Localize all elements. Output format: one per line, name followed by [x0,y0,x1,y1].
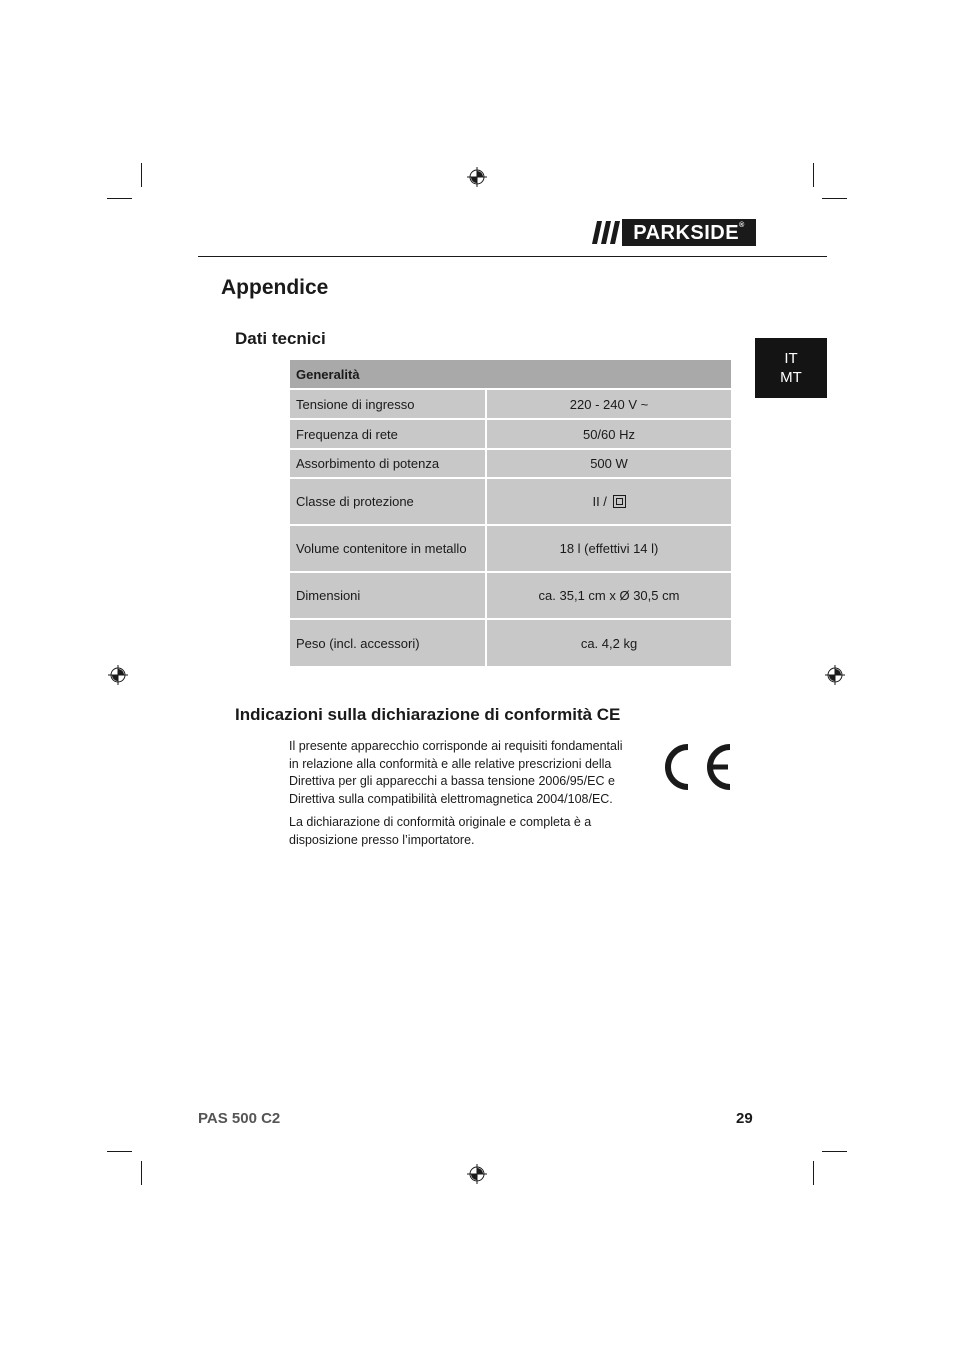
row-label: Assorbimento di potenza [290,450,487,479]
protection-class-text: II / [592,494,607,509]
registration-mark-icon [108,665,128,685]
row-label: Volume contenitore in metallo [290,526,487,573]
page-title: Appendice [221,276,329,299]
row-value: 50/60 Hz [487,420,731,450]
language-code: MT [780,369,802,386]
row-label: Classe di protezione [290,479,487,526]
table-header: Generalità [290,360,731,390]
logo-slashes-icon [592,219,622,246]
crop-mark [107,198,132,199]
registration-mark-icon [825,665,845,685]
ce-paragraph: La dichiarazione di conformità originale e completa è a disposizione presso l’importatore. [289,815,592,847]
crop-mark [813,163,814,187]
language-tab [755,338,827,398]
section-heading-tech-data: Dati tecnici [235,329,326,348]
tech-data-table [290,360,731,666]
row-value: ca. 4,2 kg [487,620,731,666]
crop-mark [822,1151,847,1152]
language-code: IT [784,350,798,367]
table-row [290,479,731,526]
table-row [290,620,731,666]
registration-mark-icon [467,1164,487,1184]
table-header-row [290,360,731,390]
table-row [290,420,731,450]
row-value: ca. 35,1 cm x Ø 30,5 cm [487,573,731,620]
crop-mark [141,163,142,187]
crop-mark [141,1161,142,1185]
crop-mark [822,198,847,199]
row-label: Tensione di ingresso [290,390,487,420]
row-value [487,479,731,526]
section-heading-ce: Indicazioni sulla dichiarazione di conformità CE [235,705,621,724]
table-row [290,573,731,620]
double-insulation-icon [613,495,626,508]
row-value: 500 W [487,450,731,479]
brand-logo [592,219,756,246]
ce-paragraph: Il presente apparecchio corrisponde ai requisiti fondamentali in relazione alla conformità e alle relative prescrizioni della Direttiva per gli apparecchi a bassa tensione 2006/95/EC e Direttiva sulla compatibilità elettromagnetica 2004/108/EC. [289,739,623,806]
row-label: Peso (incl. accessori) [290,620,487,666]
crop-mark [813,1161,814,1185]
page-number: 29 [736,1110,753,1127]
ce-mark-icon [655,740,733,794]
table-row [290,390,731,420]
crop-mark [107,1151,132,1152]
table-row [290,526,731,573]
logo-wordmark: PARKSIDE ® [622,219,756,246]
registration-mark-icon [467,167,487,187]
row-label: Frequenza di rete [290,420,487,450]
row-value: 18 l (effettivi 14 l) [487,526,731,573]
table-row [290,450,731,479]
row-value: 220 - 240 V ~ [487,390,731,420]
footer-model: PAS 500 C2 [198,1110,281,1127]
header-rule [198,256,827,257]
row-label: Dimensioni [290,573,487,620]
